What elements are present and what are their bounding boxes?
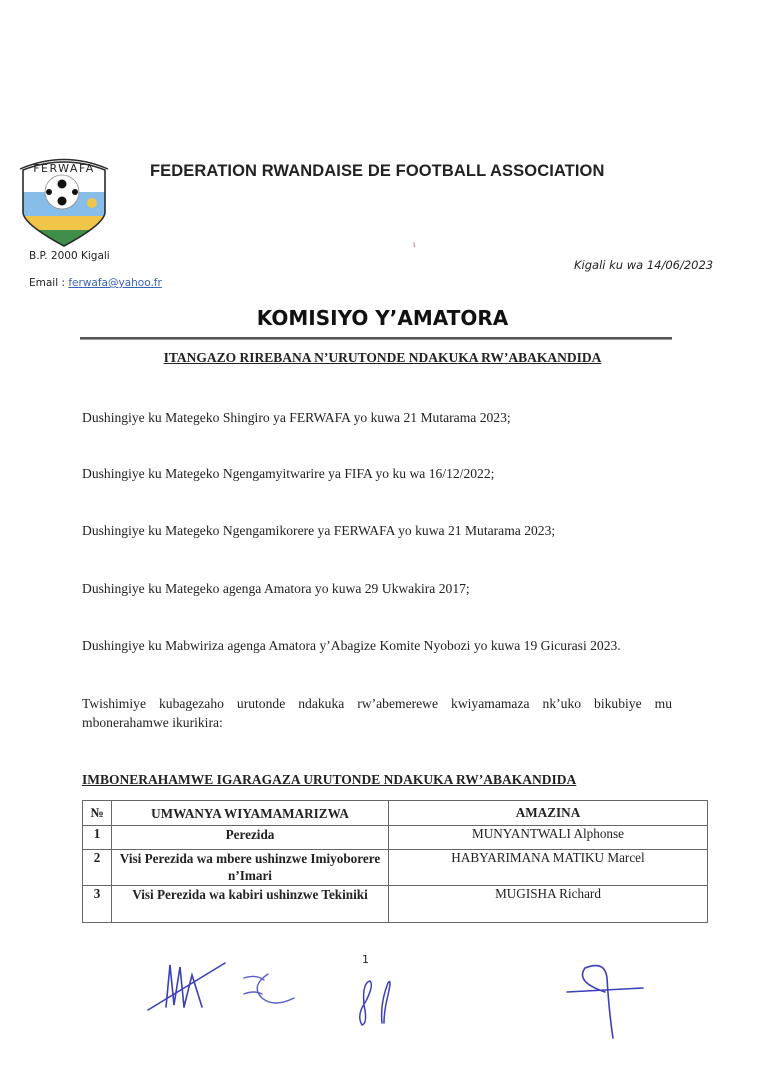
svg-text:FERWAFA: FERWAFA	[33, 162, 95, 175]
row-number: 1	[83, 826, 112, 850]
paragraph-1: Dushingiye ku Mategeko Shingiro ya FERWAFA yo kuwa 21 Mutarama 2023;	[82, 410, 511, 425]
paragraph-5: Dushingiye ku Mabwiriza agenga Amatora y’Abagize Komite Nyobozi yo kuwa 19 Gicurasi 2023.	[82, 638, 621, 653]
stray-mark: ι	[413, 239, 416, 249]
signature-3-icon	[352, 975, 402, 1030]
row-number: 3	[83, 886, 112, 923]
row-number: 2	[83, 850, 112, 886]
signature-1-icon	[140, 955, 230, 1020]
row-position: Perezida	[112, 826, 389, 850]
signature-2-icon	[240, 970, 300, 1010]
paragraph-3: Dushingiye ku Mategeko Ngengamikorere ya FERWAFA yo kuwa 21 Mutarama 2023;	[82, 523, 556, 538]
row-name: HABYARIMANA MATIKU Marcel	[389, 850, 708, 886]
paragraph-2: Dushingiye ku Mategeko Ngengamyitwarire ya FIFA yo ku wa 16/12/2022;	[82, 466, 495, 481]
header-names: AMAZINA	[389, 801, 708, 826]
row-name: MUNYANTWALI Alphonse	[389, 826, 708, 850]
table-row	[83, 850, 708, 886]
row-position: Visi Perezida wa kabiri ushinzwe Tekiniki	[112, 886, 389, 923]
title-divider	[80, 337, 672, 340]
page-number: 1	[362, 953, 369, 966]
row-name: MUGISHA Richard	[389, 886, 708, 923]
date-line: Kigali ku wa 14/06/2023	[574, 258, 714, 272]
notice-title: ITANGAZO RIREBANA N’URUTONDE NDAKUKA RW’ABAKANDIDA	[163, 350, 602, 365]
email-line	[29, 277, 162, 289]
table-title: IMBONERAHAMWE IGARAGAZA URUTONDE NDAKUKA RW’ABAKANDIDA	[82, 772, 577, 787]
candidates-table	[82, 800, 708, 923]
commission-title: KOMISIYO Y’AMATORA	[256, 306, 509, 330]
paragraph-6: Twishimiye kubagezaho urutonde ndakuka rw’abemerewe kwiyamamaza nk’uko bikubiye mu mbonerahamwe ikurikira:	[82, 696, 672, 730]
paragraph-4: Dushingiye ku Mategeko agenga Amatora yo kuwa 29 Ukwakira 2017;	[82, 581, 470, 596]
organization-name: FEDERATION RWANDAISE DE FOOTBALL ASSOCIATION	[150, 162, 605, 180]
table-header-row	[83, 801, 708, 826]
signature-4-icon	[565, 962, 650, 1042]
header-number: №	[83, 801, 112, 826]
shield-icon	[17, 152, 111, 248]
email-link[interactable]: ferwafa@yahoo.fr	[68, 277, 162, 289]
table-row	[83, 826, 708, 850]
row-position: Visi Perezida wa mbere ushinzwe Imiyoborere n’Imari	[112, 850, 389, 886]
email-label: Email :	[29, 277, 69, 289]
header-position: UMWANYA WIYAMAMARIZWA	[112, 801, 389, 826]
table-row	[83, 886, 708, 923]
ferwafa-logo	[17, 152, 111, 248]
po-box: B.P. 2000 Kigali	[29, 250, 110, 262]
